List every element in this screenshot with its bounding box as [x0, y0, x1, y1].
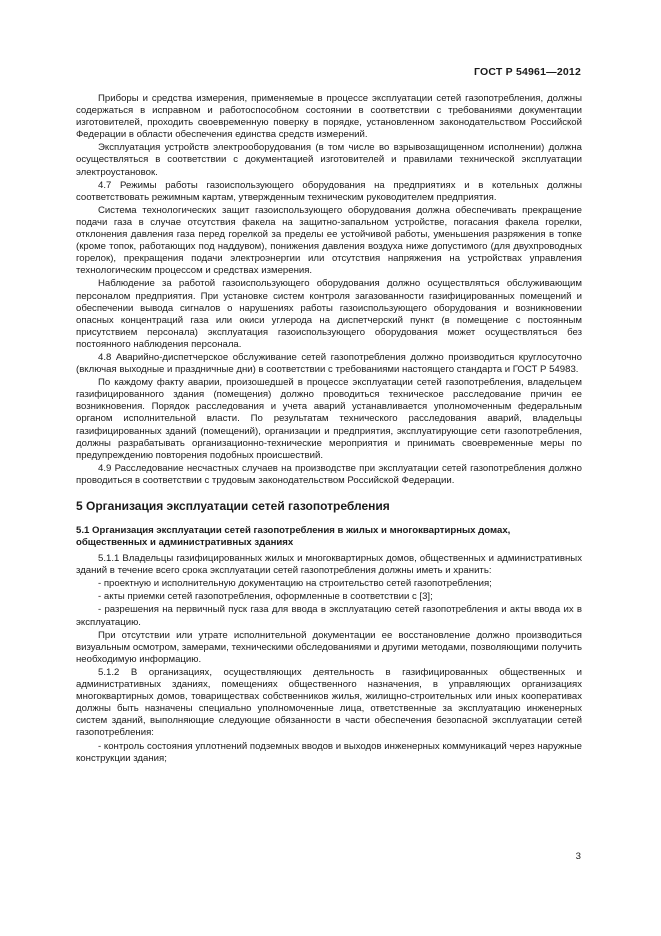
document-body	[76, 93, 582, 766]
list-item: - проектную и исполнительную документацию на строительство сетей газопотребления;	[98, 578, 492, 590]
document-header: ГОСТ Р 54961—2012	[473, 66, 581, 78]
section-title: 5 Организация эксплуатации сетей газопотребления	[76, 499, 390, 513]
paragraph: Система технологических защит газоиспользующего оборудования должна обеспечивать прекращение подачи газа в случае отсутствия факела на защитно-запальном устройстве, погасания факела горелки, отклонения давления газа перед горелкой за пределы ее устойчивой работы, уменьшения разряжения в топке (кроме топок, работающих под наддувом), понижения давления воздуха ниже допустимого (для двухпроводных горелок), прекращения подачи электроэнергии или отсутствия напряжения на устройствах управления технологическим процессом и средствах измерения.	[76, 204, 582, 277]
paragraph: 5.1.2 В организациях, осуществляющих деятельность в газифицированных общественных и административных зданиях, помещениях общественного назначения, в управляющих организациях многоквартирных домов, товариществах собственников жилья, жилищно-строительных или иных кооперативах должны быть назначены специально уполномоченные лица, ответственные за эксплуатацию инженерных систем зданий, выполняющие следующие обязанности в части обеспечения безопасной эксплуатации сетей газопотребления:	[76, 666, 582, 739]
paragraph: 4.9 Расследование несчастных случаев на производстве при эксплуатации сетей газопотребления должно проводиться в соответствии с трудовым законодательством Российской Федерации.	[76, 462, 582, 486]
paragraph: По каждому факту аварии, произошедшей в процессе эксплуатации сетей газопотребления, владельцем газифицированного здания (помещения) должно проводиться техническое расследование причин ее возникновения. Порядок расследования и учета аварий устанавливается уполномоченным федеральным органом исполнительной власти. По результатам технического расследования аварий, владельцы газифицированных зданий (помещений), организации и предприятия, эксплуатирующие сети газопотребления, должны разрабатывать организационно-технические мероприятия и принимать своевременные меры по предупреждению повторения подобных происшествий.	[76, 377, 582, 461]
list-item: - разрешения на первичный пуск газа для ввода в эксплуатацию сетей газопотребления и акты ввода их в эксплуатацию.	[76, 604, 582, 628]
paragraph: Наблюдение за работой газоиспользующего оборудования должно осуществляться обслуживающим персоналом предприятия. При установке систем контроля загазованности газифицированных помещений и обеспечении вывода сигналов о нарушениях работы газоиспользующего оборудования и возникновении опасных концентраций газа или окиси углерода на диспетчерский пункт (в помещение с постоянным присутствием персонала) эксплуатация газоиспользующего оборудования может осуществляться без постоянного наблюдения персонала.	[76, 278, 582, 350]
paragraph: 5.1.1 Владельцы газифицированных жилых и многоквартирных домов, общественных и административных зданий в течение всего срока эксплуатации сетей газопотребления должны иметь и хранить:	[76, 553, 582, 577]
list-item: - акты приемки сетей газопотребления, оформленные в соответствии с [3];	[98, 591, 433, 603]
list-item: - контроль состояния уплотнений подземных вводов и выходов инженерных коммуникаций через наружные конструкции здания;	[76, 740, 582, 764]
paragraph: При отсутствии или утрате исполнительной документации ее восстановление должно производиться визуальным осмотром, замерами, техническими обследованиями и другими методами, позволяющими получить необходимую информацию.	[76, 629, 582, 665]
paragraph: Эксплуатация устройств электрооборудования (в том числе во взрывозащищенном исполнении) должна осуществляться в соответствии с документацией изготовителей и правилами технической эксплуатации электроустановок.	[76, 142, 582, 178]
paragraph: 4.7 Режимы работы газоиспользующего оборудования на предприятиях и в котельных должны соответствовать режимным картам, утвержденным техническим руководителем предприятия.	[76, 179, 582, 203]
subsection-title: 5.1 Организация эксплуатации сетей газопотребления в жилых и многоквартирных домах, общественных и административных зданиях	[76, 525, 511, 549]
paragraph: 4.8 Аварийно-диспетчерское обслуживание сетей газопотребления должно производиться круглосуточно (включая выходные и праздничные дни) в соответствии с требованиями настоящего стандарта и ГОСТ Р 54983.	[76, 351, 582, 376]
page-number: 3	[575, 851, 581, 862]
paragraph: Приборы и средства измерения, применяемые в процессе эксплуатации сетей газопотребления, должны содержаться в исправном и работоспособном состоянии в соответствии с требованиями документации изготовителей, проходить своевременную поверку в порядке, установленном законодательством Российской Федерации в области обеспечения единства средств измерений.	[76, 93, 582, 141]
